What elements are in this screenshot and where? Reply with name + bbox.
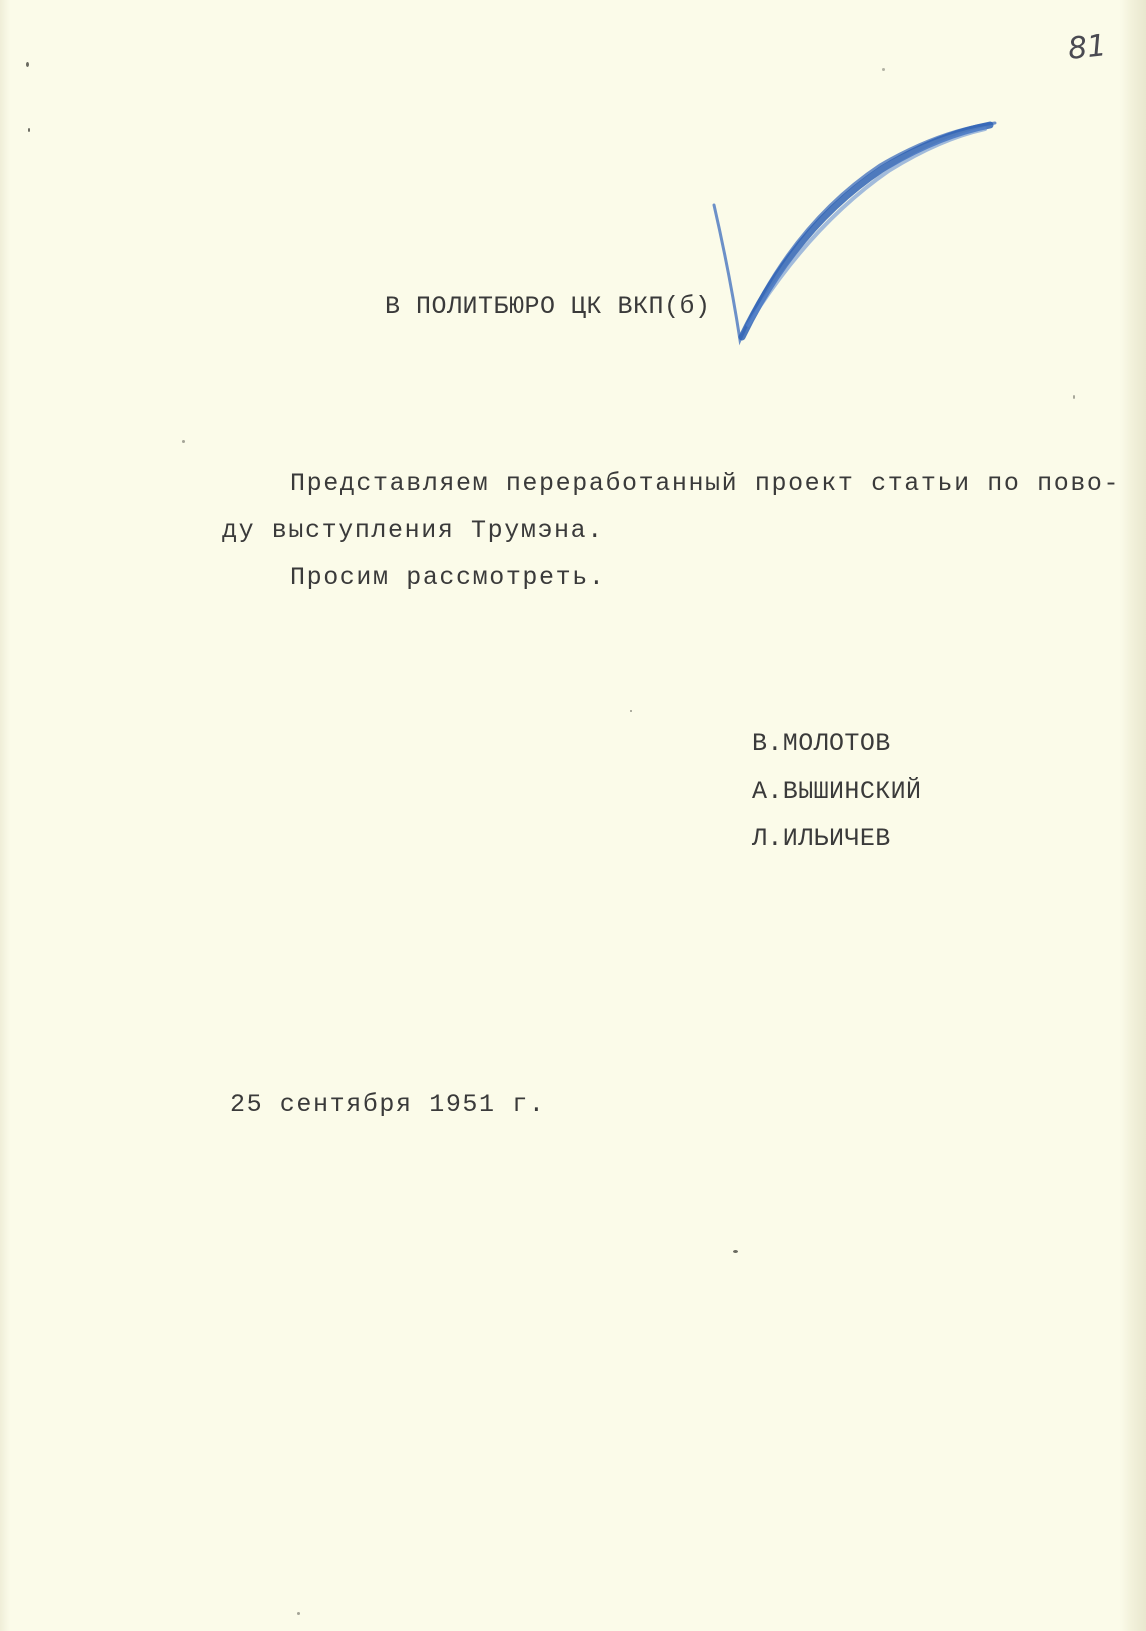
paper-speck [630,710,632,712]
paper-speck [882,68,885,71]
paper-speck [182,440,185,443]
body-line: Просим рассмотреть. [290,563,606,592]
signatory: Л.ИЛЬИЧЕВ [752,824,891,853]
paper-speck [297,1612,300,1615]
body-line: ду выступления Трумэна. [222,516,604,545]
paper-speck [1073,395,1075,399]
paper-edge-right [1120,0,1146,1631]
signatory: В.МОЛОТОВ [752,729,891,758]
body-line: Представляем переработанный проект статьи по пово- [290,469,1121,498]
paper-speck [26,62,29,67]
paper-speck [28,128,30,132]
page-title: В ПОЛИТБЮРО ЦК ВКП(б) [385,292,711,321]
paper-edge-left [0,0,10,1631]
paper-speck [733,1250,738,1253]
signatory: А.ВЫШИНСКИЙ [752,777,922,806]
page-number: 81 [1066,28,1108,67]
document-date: 25 сентября 1951 г. [230,1090,546,1119]
checkmark-icon [700,115,1040,365]
